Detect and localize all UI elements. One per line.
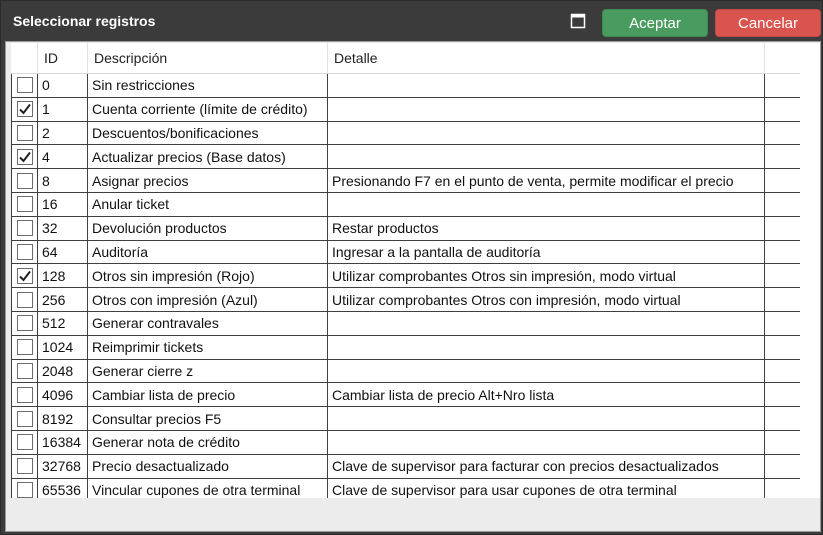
dialog-title: Seleccionar registros: [13, 13, 156, 29]
row-detail: [328, 312, 765, 335]
table-row[interactable]: [11, 407, 800, 431]
header-description[interactable]: Descripción: [88, 43, 328, 73]
row-id: 2: [38, 122, 88, 145]
row-filler: [765, 383, 800, 406]
row-id: 1: [38, 98, 88, 121]
row-description: Otros con impresión (Azul): [88, 288, 328, 311]
row-detail: [328, 193, 765, 216]
table-row[interactable]: [11, 264, 800, 288]
cancel-button[interactable]: Cancelar: [715, 9, 821, 37]
row-checkbox[interactable]: [17, 220, 33, 236]
row-checkbox[interactable]: [17, 482, 33, 498]
row-filler: [765, 74, 800, 97]
row-id: 128: [38, 264, 88, 287]
row-check-cell: [11, 407, 38, 430]
row-detail: Utilizar comprobantes Otros sin impresión, modo virtual: [328, 264, 765, 287]
row-description: Anular ticket: [88, 193, 328, 216]
table-row[interactable]: [11, 217, 800, 241]
row-detail: Clave de supervisor para facturar con precios desactualizados: [328, 455, 765, 478]
row-checkbox[interactable]: [17, 339, 33, 355]
row-detail: [328, 74, 765, 97]
row-detail: Clave de supervisor para usar cupones de otra terminal: [328, 479, 765, 502]
row-filler: [765, 264, 800, 287]
row-check-cell: [11, 145, 38, 168]
row-id: 16384: [38, 431, 88, 454]
row-check-cell: [11, 122, 38, 145]
row-filler: [765, 98, 800, 121]
row-id: 4: [38, 145, 88, 168]
row-description: Generar nota de crédito: [88, 431, 328, 454]
header-filler: [765, 43, 800, 73]
row-filler: [765, 217, 800, 240]
header-id[interactable]: ID: [38, 43, 88, 73]
row-id: 64: [38, 241, 88, 264]
row-filler: [765, 122, 800, 145]
row-description: Consultar precios F5: [88, 407, 328, 430]
row-filler: [765, 455, 800, 478]
row-check-cell: [11, 193, 38, 216]
row-checkbox[interactable]: [17, 125, 33, 141]
accept-button[interactable]: Aceptar: [602, 9, 708, 37]
row-check-cell: [11, 241, 38, 264]
row-check-cell: [11, 98, 38, 121]
table-row[interactable]: [11, 169, 800, 193]
row-detail: Presionando F7 en el punto de venta, permite modificar el precio: [328, 169, 765, 192]
grid-footer: [6, 498, 820, 531]
row-filler: [765, 169, 800, 192]
table-row[interactable]: [11, 431, 800, 455]
row-filler: [765, 431, 800, 454]
row-filler: [765, 288, 800, 311]
row-id: 65536: [38, 479, 88, 502]
row-check-cell: [11, 312, 38, 335]
row-detail: [328, 336, 765, 359]
table-row[interactable]: [11, 288, 800, 312]
checkmark-icon: [18, 150, 32, 164]
row-checkbox[interactable]: [17, 149, 33, 165]
row-filler: [765, 145, 800, 168]
row-checkbox[interactable]: [17, 363, 33, 379]
row-detail: Utilizar comprobantes Otros con impresión, modo virtual: [328, 288, 765, 311]
row-check-cell: [11, 455, 38, 478]
row-filler: [765, 193, 800, 216]
row-checkbox[interactable]: [17, 411, 33, 427]
row-id: 4096: [38, 383, 88, 406]
row-check-cell: [11, 360, 38, 383]
grid-right-filler: [800, 43, 820, 498]
row-description: Generar contravales: [88, 312, 328, 335]
row-checkbox[interactable]: [17, 315, 33, 331]
row-description: Auditoría: [88, 241, 328, 264]
row-id: 512: [38, 312, 88, 335]
row-id: 32768: [38, 455, 88, 478]
records-grid: [11, 43, 800, 502]
row-description: Sin restricciones: [88, 74, 328, 97]
row-check-cell: [11, 264, 38, 287]
row-filler: [765, 241, 800, 264]
row-checkbox[interactable]: [17, 101, 33, 117]
row-id: 16: [38, 193, 88, 216]
table-row[interactable]: [11, 74, 800, 98]
row-description: Cambiar lista de precio: [88, 383, 328, 406]
row-description: Generar cierre z: [88, 360, 328, 383]
row-check-cell: [11, 74, 38, 97]
row-id: 8: [38, 169, 88, 192]
checkmark-icon: [18, 269, 32, 283]
row-checkbox[interactable]: [17, 292, 33, 308]
row-checkbox[interactable]: [17, 196, 33, 212]
row-detail: Ingresar a la pantalla de auditoría: [328, 241, 765, 264]
row-detail: Restar productos: [328, 217, 765, 240]
row-checkbox[interactable]: [17, 387, 33, 403]
row-id: 2048: [38, 360, 88, 383]
row-id: 1024: [38, 336, 88, 359]
table-row[interactable]: [11, 145, 800, 169]
table-row[interactable]: [11, 455, 800, 479]
row-detail: [328, 360, 765, 383]
table-row[interactable]: [11, 193, 800, 217]
row-id: 32: [38, 217, 88, 240]
row-filler: [765, 360, 800, 383]
row-filler: [765, 407, 800, 430]
grid-body: [11, 74, 800, 502]
row-checkbox[interactable]: [17, 434, 33, 450]
table-row[interactable]: [11, 336, 800, 360]
table-row[interactable]: [11, 241, 800, 265]
row-description: Descuentos/bonificaciones: [88, 122, 328, 145]
row-checkbox[interactable]: [17, 458, 33, 474]
row-description: Vincular cupones de otra terminal: [88, 479, 328, 502]
row-detail: [328, 431, 765, 454]
table-row[interactable]: [11, 360, 800, 384]
row-filler: [765, 312, 800, 335]
dialog-titlebar: [1, 1, 822, 41]
row-detail: [328, 122, 765, 145]
row-checkbox[interactable]: [17, 77, 33, 93]
row-filler: [765, 336, 800, 359]
table-row[interactable]: [11, 122, 800, 146]
row-description: Cuenta corriente (límite de crédito): [88, 98, 328, 121]
row-description: Otros sin impresión (Rojo): [88, 264, 328, 287]
row-check-cell: [11, 217, 38, 240]
row-detail: [328, 407, 765, 430]
row-description: Reimprimir tickets: [88, 336, 328, 359]
row-check-cell: [11, 169, 38, 192]
table-row[interactable]: [11, 98, 800, 122]
row-check-cell: [11, 336, 38, 359]
header-check-column[interactable]: [11, 43, 38, 73]
maximize-icon[interactable]: [570, 13, 586, 29]
row-detail: [328, 98, 765, 121]
grid-header: [11, 43, 800, 74]
row-description: Devolución productos: [88, 217, 328, 240]
row-detail: [328, 145, 765, 168]
row-checkbox[interactable]: [17, 244, 33, 260]
header-detail[interactable]: Detalle: [328, 43, 765, 73]
records-grid-container: [5, 41, 821, 532]
row-id: 8192: [38, 407, 88, 430]
row-detail: Cambiar lista de precio Alt+Nro lista: [328, 383, 765, 406]
row-check-cell: [11, 383, 38, 406]
row-check-cell: [11, 288, 38, 311]
row-id: 0: [38, 74, 88, 97]
row-id: 256: [38, 288, 88, 311]
row-checkbox[interactable]: [17, 268, 33, 284]
table-row[interactable]: [11, 383, 800, 407]
row-description: Asignar precios: [88, 169, 328, 192]
row-checkbox[interactable]: [17, 173, 33, 189]
row-check-cell: [11, 431, 38, 454]
row-description: Actualizar precios (Base datos): [88, 145, 328, 168]
table-row[interactable]: [11, 312, 800, 336]
row-description: Precio desactualizado: [88, 455, 328, 478]
checkmark-icon: [18, 102, 32, 116]
